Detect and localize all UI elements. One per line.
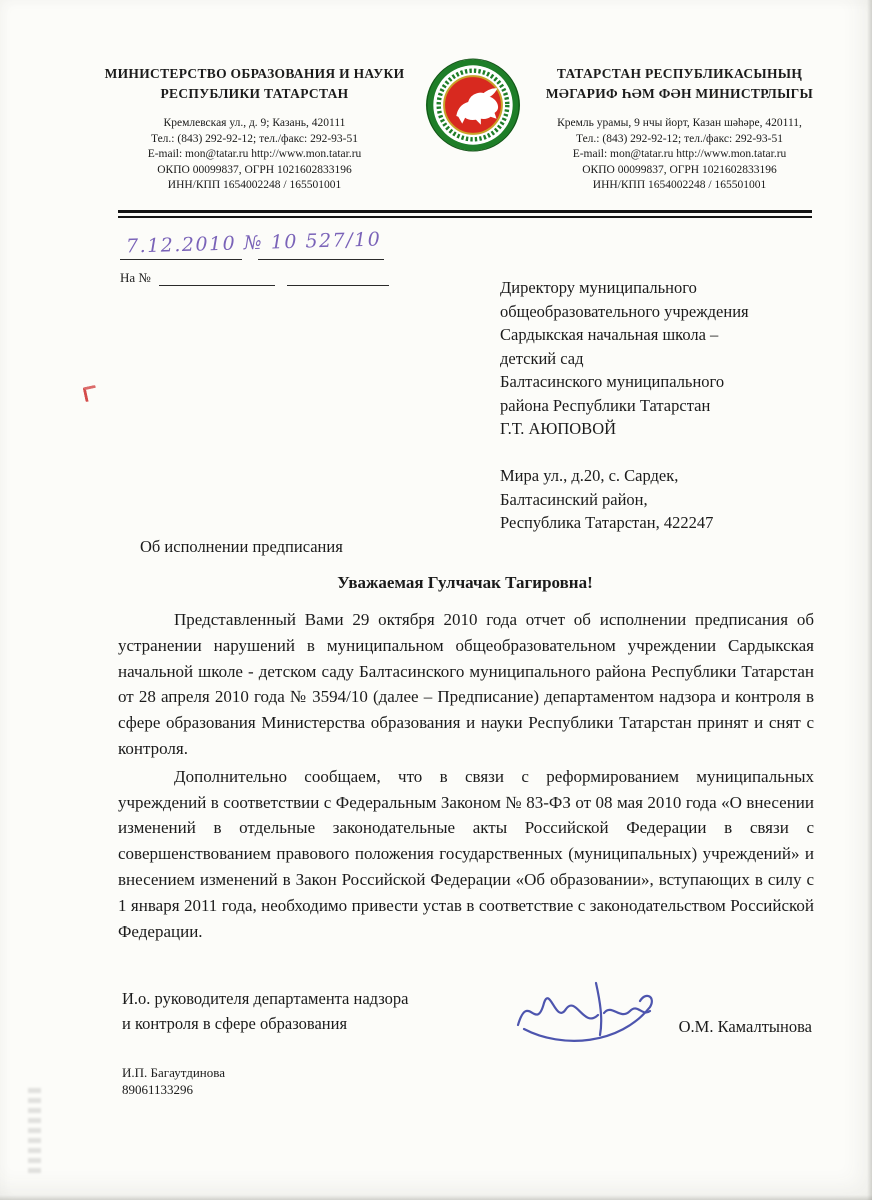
- address-line: Кремль урамы, 9 нчы йорт, Казан шәһәре, 420111,: [557, 117, 802, 130]
- scan-edge-right: [867, 0, 872, 1200]
- letter-body: [118, 607, 814, 944]
- email-line: E-mail: mon@tatar.ru http://www.mon.tatar.ru: [572, 148, 787, 161]
- inn-line: ИНН/КПП 1654002248 / 165501001: [167, 179, 342, 192]
- tatarstan-emblem-icon: [424, 56, 522, 154]
- ministry-block-tatar: [529, 56, 830, 194]
- incoming-date-underline: [287, 272, 389, 286]
- executor-contact: [122, 1064, 225, 1098]
- subject-line: Об исполнении предписания: [140, 537, 343, 556]
- phone-line: Тел.: (843) 292-92-12; тел./факс: 292-93-51: [575, 132, 784, 145]
- recipient-blank-line: [500, 441, 816, 465]
- scan-edge-bottom: [0, 1195, 872, 1200]
- body-paragraph-1: Представленный Вами 29 октября 2010 года отчет об исполнении предписания об устранении нарушений в муниципальном общеобразовательном учреждении Сардыкская начальной школе - детском саду Балтасинского муниципального района Республики Татарстан от 28 апреля 2010 года № 3594/10 (далее – Предписание) департаментом надзора и контроля в сфере образования Министерства образования и науки Республики Татарстан принят и снят с контроля.: [118, 610, 814, 758]
- inn-line: ИНН/КПП 1654002248 / 165501001: [592, 179, 767, 192]
- ministry-contacts-tt: [529, 116, 830, 194]
- na-number-label: На №: [120, 270, 151, 285]
- reference-block: [120, 228, 420, 286]
- body-paragraph-2: Дополнительно сообщаем, что в связи с реформированием муниципальных учреждений в соответствии с Федеральным Законом № 83-ФЗ от 08 мая 2010 года «О внесении изменений в отдельные законодательные акты Российской Федерации в связи с совершенствованием правового положения государственных (муниципальных) учреждений» и внесением изменений в Закон Российской Федерации «Об образовании», вступающих в силу с 1 января 2011 года, необходимо привести устав в соответствие с законодательством Российской Федерации.: [118, 766, 814, 941]
- handwritten-signature-icon: [500, 973, 680, 1053]
- ministry-title-tt-line1: ТАТАРСТАН РЕСПУБЛИКАСЫНЫҢ: [556, 66, 803, 81]
- executor-phone: 89061133296: [122, 1082, 194, 1097]
- recipient-line: Балтасинского муниципального: [500, 372, 725, 391]
- email-line: E-mail: mon@tatar.ru http://www.mon.tatar.ru: [147, 148, 362, 161]
- number-sign: №: [243, 231, 264, 255]
- divider-line-thin: [118, 216, 812, 218]
- ministry-title-ru: [92, 64, 417, 103]
- okpo-line: ОКПО 00099837, ОГРН 1021602833196: [157, 163, 352, 176]
- recipient-line: Сардыкская начальная школа –: [500, 325, 719, 344]
- okpo-line: ОКПО 00099837, ОГРН 1021602833196: [582, 163, 777, 176]
- recipient-line: общеобразовательного учреждения: [500, 301, 749, 321]
- letterhead-divider: [118, 210, 812, 218]
- salutation-line: Уважаемая Гулчачак Тагировна!: [337, 573, 593, 592]
- recipient-line: Директору муниципального: [500, 278, 697, 297]
- incoming-number-underline: [159, 272, 275, 286]
- signature-block: [122, 987, 814, 1036]
- signer-role-line1: И.о. руководителя департамента надзора: [122, 989, 409, 1008]
- address-line: Кремлевская ул., д. 9; Казань, 420111: [163, 117, 346, 130]
- scan-artifact-smudge: [28, 1088, 41, 1174]
- emblem-wrap: [417, 56, 529, 154]
- ministry-block-russian: [92, 56, 417, 194]
- recipient-name-line: Г.Т. АЮПОВОЙ: [500, 419, 617, 438]
- executor-name: И.П. Багаутдинова: [122, 1065, 225, 1080]
- ministry-title-tt: [529, 64, 830, 103]
- recipient-district-line: Балтасинский район,: [500, 489, 648, 509]
- signer-role-line2: и контроля в сфере образования: [122, 1013, 348, 1033]
- red-pen-mark: [83, 385, 99, 402]
- recipient-address-block: [500, 276, 816, 535]
- ministry-title-ru-line1: МИНИСТЕРСТВО ОБРАЗОВАНИЯ И НАУКИ: [104, 66, 405, 81]
- handwritten-date: 7.12.2010: [125, 232, 237, 258]
- outgoing-ref-row: [120, 228, 420, 264]
- divider-line-thick: [118, 210, 812, 213]
- ministry-contacts-ru: [92, 116, 417, 194]
- recipient-street-line: Мира ул., д.20, с. Сардек,: [500, 466, 679, 485]
- recipient-line: района Республики Татарстан: [500, 395, 711, 415]
- recipient-line: детский сад: [500, 348, 584, 368]
- incoming-ref-row: [120, 270, 420, 286]
- ministry-title-ru-line2: РЕСПУБЛИКИ ТАТАРСТАН: [160, 85, 349, 101]
- letterhead: [92, 56, 830, 194]
- recipient-region-line: Республика Татарстан, 422247: [500, 513, 714, 532]
- handwritten-number: 10 527/10: [270, 228, 382, 254]
- ministry-title-tt-line2: МӘГАРИФ ҺӘМ ФӘН МИНИСТРЛЫГЫ: [545, 85, 814, 101]
- signer-name: О.М. Камалтынова: [678, 1017, 812, 1036]
- phone-line: Тел.: (843) 292-92-12; тел./факс: 292-93-51: [150, 132, 359, 145]
